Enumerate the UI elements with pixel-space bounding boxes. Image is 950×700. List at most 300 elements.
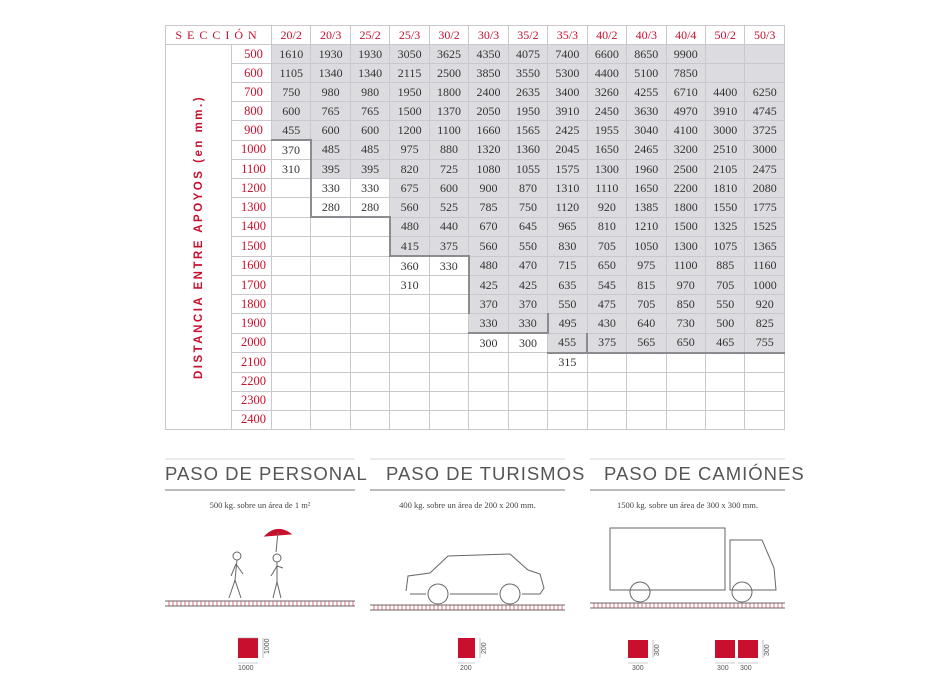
load-value [272,276,311,295]
load-value [666,391,705,410]
load-value [390,314,429,334]
truck-illustration [590,518,785,698]
load-value: 3200 [666,140,705,160]
distance-value: 1500 [232,237,272,257]
load-value [548,410,587,429]
load-value: 970 [666,276,705,295]
load-value [627,353,666,373]
load-value: 1340 [311,64,350,83]
load-value [705,391,744,410]
load-value: 730 [666,314,705,334]
load-value [272,410,311,429]
distance-value: 800 [232,102,272,121]
distance-axis-cell [166,45,232,430]
load-value [311,410,350,429]
panel-title: PASO DE CAMIÓNES [604,463,805,484]
panel-title: PASO DE PERSONAL [165,463,368,484]
load-value: 480 [390,217,429,237]
load-value [666,353,705,373]
table-row [166,83,785,102]
load-value: 725 [429,160,468,179]
load-value: 920 [745,295,785,314]
load-value [272,372,311,391]
distance-value: 1100 [232,160,272,179]
section-header: SECCIÓN [166,26,272,45]
column-header: 20/3 [311,26,350,45]
load-value: 1525 [745,217,785,237]
load-value: 475 [587,295,626,314]
load-value [272,256,311,276]
load-value: 850 [666,295,705,314]
load-value: 560 [469,237,508,257]
distance-value: 2000 [232,333,272,353]
load-value: 6710 [666,83,705,102]
load-value: 300 [469,333,508,353]
load-value: 455 [548,333,587,353]
load-value: 550 [548,295,587,314]
load-value: 750 [508,198,547,218]
panel-title-rule [370,489,565,491]
dimension-label: 300 [740,665,752,672]
load-value [350,276,389,295]
load-value: 3000 [745,140,785,160]
load-value [350,237,389,257]
load-value: 415 [390,237,429,257]
table-row [166,314,785,334]
load-value: 830 [548,237,587,257]
load-value: 705 [705,276,744,295]
load-value: 2425 [548,121,587,141]
load-value [350,333,389,353]
load-value: 1100 [666,256,705,276]
load-value [390,410,429,429]
table-row [166,295,785,314]
distance-value: 600 [232,64,272,83]
load-value: 2635 [508,83,547,102]
load-value [745,372,785,391]
load-value: 600 [350,121,389,141]
grating-floor [165,601,355,606]
load-value [469,353,508,373]
column-header: 30/2 [429,26,468,45]
load-value: 1550 [705,198,744,218]
table-row [166,198,785,218]
load-value [745,391,785,410]
load-value: 2080 [745,179,785,198]
load-value [666,410,705,429]
load-area-square [238,638,258,658]
load-value: 885 [705,256,744,276]
load-value: 965 [548,217,587,237]
walking-person-icon [229,552,243,598]
load-value [429,314,468,334]
load-value [705,372,744,391]
distance-value: 2100 [232,353,272,373]
load-value: 375 [587,333,626,353]
load-value: 330 [469,314,508,334]
load-value: 5100 [627,64,666,83]
grating-bars [374,605,562,610]
truck-icon [610,528,776,602]
load-value: 495 [548,314,587,334]
load-value [429,391,468,410]
load-value: 465 [705,333,744,353]
panel-caption: 1500 kg. sobre un área de 300 x 300 mm. [617,500,758,510]
load-value: 4350 [469,45,508,64]
load-value: 1200 [390,121,429,141]
load-area-diagram [628,640,771,672]
dimension-label: 300 [764,644,771,656]
load-value: 4400 [587,64,626,83]
load-value: 5300 [548,64,587,83]
load-value: 1800 [666,198,705,218]
load-value: 560 [390,198,429,218]
load-value: 2050 [469,102,508,121]
load-value: 3040 [627,121,666,141]
load-value: 1050 [627,237,666,257]
load-value: 650 [666,333,705,353]
load-value [469,372,508,391]
load-value: 8650 [627,45,666,64]
load-value: 1500 [390,102,429,121]
distance-value: 1700 [232,276,272,295]
panel-top-rule [370,458,565,460]
load-value [587,353,626,373]
load-value: 6250 [745,83,785,102]
load-value: 980 [350,83,389,102]
load-value [311,276,350,295]
panel-title-rule [590,489,785,491]
load-value: 470 [508,256,547,276]
table-row [166,333,785,353]
load-value [390,295,429,314]
load-value: 370 [272,140,311,160]
load-value: 1950 [390,83,429,102]
load-value: 975 [390,140,429,160]
load-value [705,353,744,373]
load-value: 825 [745,314,785,334]
load-value: 1300 [587,160,626,179]
load-value: 395 [311,160,350,179]
load-value: 880 [429,140,468,160]
load-value [311,372,350,391]
load-value: 4400 [705,83,744,102]
load-value: 650 [587,256,626,276]
load-value: 1160 [745,256,785,276]
load-value: 3910 [548,102,587,121]
load-value [429,333,468,353]
load-value: 640 [627,314,666,334]
load-value: 1000 [745,276,785,295]
distance-value: 2300 [232,391,272,410]
load-value [311,295,350,314]
load-value [508,391,547,410]
table-row [166,102,785,121]
load-value: 4255 [627,83,666,102]
load-value: 1100 [429,121,468,141]
load-value: 9900 [666,45,705,64]
load-value: 815 [627,276,666,295]
grating-floor [370,605,565,610]
table-row [166,410,785,429]
load-value: 675 [390,179,429,198]
load-value: 485 [350,140,389,160]
load-value: 1310 [548,179,587,198]
load-value: 525 [429,198,468,218]
load-value: 1575 [548,160,587,179]
load-value: 1800 [429,83,468,102]
load-value [311,391,350,410]
load-value: 2105 [705,160,744,179]
panel-turismos [370,458,586,698]
load-value: 1960 [627,160,666,179]
load-value [311,314,350,334]
load-value: 1565 [508,121,547,141]
load-value: 705 [587,237,626,257]
load-value: 755 [745,333,785,353]
dimension-label: 300 [717,665,729,672]
panel-title-rule [165,489,355,491]
load-value: 4970 [666,102,705,121]
load-value [705,45,744,64]
load-value: 2510 [705,140,744,160]
load-value: 2475 [745,160,785,179]
load-value: 645 [508,217,547,237]
load-value [272,314,311,334]
grating-floor [590,603,785,608]
distance-value: 1400 [232,217,272,237]
load-value [548,372,587,391]
grating-bars [594,603,782,608]
table-row [166,353,785,373]
load-value: 765 [311,102,350,121]
load-value: 1660 [469,121,508,141]
load-value: 1610 [272,45,311,64]
load-value: 485 [311,140,350,160]
load-value [705,64,744,83]
load-value: 1360 [508,140,547,160]
load-value: 395 [350,160,389,179]
load-value [311,217,350,237]
distance-axis-label: DISTANCIA ENTRE APOYOS (en mm.) [192,94,205,379]
load-value: 3850 [469,64,508,83]
load-value [350,295,389,314]
load-value: 1110 [587,179,626,198]
load-value: 1500 [666,217,705,237]
load-value: 370 [469,295,508,314]
load-value: 3400 [548,83,587,102]
load-value: 280 [350,198,389,218]
load-value: 440 [429,217,468,237]
load-value: 2200 [666,179,705,198]
car-illustration [370,518,565,698]
distance-value: 1600 [232,256,272,276]
column-header: 40/4 [666,26,705,45]
load-value: 635 [548,276,587,295]
load-value: 1810 [705,179,744,198]
load-value: 1055 [508,160,547,179]
load-value: 1340 [350,64,389,83]
load-value [311,353,350,373]
header-row [166,26,785,45]
load-value [508,372,547,391]
load-value [311,256,350,276]
load-value [311,237,350,257]
load-value: 1955 [587,121,626,141]
load-value: 1365 [745,237,785,257]
dimension-label: 200 [460,665,472,672]
load-value [272,391,311,410]
load-value: 1080 [469,160,508,179]
table-row [166,179,785,198]
load-value: 975 [627,256,666,276]
panel-caption: 400 kg. sobre un área de 200 x 200 mm. [399,500,536,510]
distance-value: 1200 [232,179,272,198]
panel-title: PASO DE TURISMOS [386,463,586,484]
distance-value: 900 [232,121,272,141]
column-header: 40/2 [587,26,626,45]
load-value [745,45,785,64]
load-value: 870 [508,179,547,198]
load-value [587,410,626,429]
load-value: 455 [272,121,311,141]
load-value: 3910 [705,102,744,121]
distance-value: 500 [232,45,272,64]
load-value: 6600 [587,45,626,64]
load-value: 550 [508,237,547,257]
load-value: 2465 [627,140,666,160]
load-area-diagram [458,638,488,672]
load-value: 370 [508,295,547,314]
table-row [166,276,785,295]
load-value: 3550 [508,64,547,83]
load-value: 980 [311,83,350,102]
car-icon [406,554,544,604]
load-value: 1930 [311,45,350,64]
load-value: 315 [548,353,587,373]
dimension-label: 1000 [264,638,271,654]
dimension-label: 300 [654,644,661,656]
column-header: 35/3 [548,26,587,45]
load-value: 330 [429,256,468,276]
load-value [429,410,468,429]
load-value: 810 [587,217,626,237]
load-value: 300 [508,333,547,353]
load-area-square [738,640,758,658]
load-value [429,295,468,314]
column-header: 40/3 [627,26,666,45]
load-value: 330 [311,179,350,198]
load-value [272,353,311,373]
load-value: 900 [469,179,508,198]
load-value: 2450 [587,102,626,121]
table-row [166,45,785,64]
load-value: 600 [311,121,350,141]
load-value: 330 [350,179,389,198]
load-value [390,353,429,373]
load-value: 3725 [745,121,785,141]
load-value [745,353,785,373]
distance-value: 2200 [232,372,272,391]
load-area-square [458,638,475,658]
load-value: 1775 [745,198,785,218]
load-value [587,391,626,410]
load-value: 920 [587,198,626,218]
load-value [429,372,468,391]
load-value: 310 [390,276,429,295]
load-value: 310 [272,160,311,179]
load-value [350,410,389,429]
column-header: 25/3 [390,26,429,45]
table-row [166,237,785,257]
distance-value: 1300 [232,198,272,218]
load-value [548,391,587,410]
table-row [166,140,785,160]
table-row [166,391,785,410]
load-value [350,256,389,276]
load-value: 750 [272,83,311,102]
load-value: 4100 [666,121,705,141]
load-value: 480 [469,256,508,276]
load-value [508,353,547,373]
panel-top-rule [590,458,785,460]
load-value: 820 [390,160,429,179]
load-value [350,217,389,237]
load-area-square [628,640,648,658]
dimension-label: 200 [481,642,488,654]
column-header: 20/2 [272,26,311,45]
load-value: 1650 [587,140,626,160]
load-area-diagram [238,638,271,672]
load-value [390,372,429,391]
load-value: 2045 [548,140,587,160]
load-value: 670 [469,217,508,237]
load-value: 430 [587,314,626,334]
panel-top-rule [165,458,355,460]
load-value: 1650 [627,179,666,198]
load-value [745,410,785,429]
person-with-umbrella-icon [265,529,291,598]
load-value: 1950 [508,102,547,121]
panel-personal [165,458,368,698]
load-value: 2500 [666,160,705,179]
load-value: 1325 [705,217,744,237]
load-value: 3625 [429,45,468,64]
load-value: 3050 [390,45,429,64]
load-value [627,391,666,410]
load-value [666,372,705,391]
table-row [166,64,785,83]
load-value: 4745 [745,102,785,121]
load-value: 3260 [587,83,626,102]
load-value: 765 [350,102,389,121]
distance-value: 2400 [232,410,272,429]
load-value: 375 [429,237,468,257]
load-value: 4075 [508,45,547,64]
load-value: 7850 [666,64,705,83]
load-value: 1370 [429,102,468,121]
load-value [429,353,468,373]
load-value [429,276,468,295]
load-value: 1930 [350,45,389,64]
load-value: 2115 [390,64,429,83]
load-value [272,295,311,314]
load-value [272,179,311,198]
load-value: 785 [469,198,508,218]
load-value: 360 [390,256,429,276]
load-value: 1385 [627,198,666,218]
load-value [350,353,389,373]
